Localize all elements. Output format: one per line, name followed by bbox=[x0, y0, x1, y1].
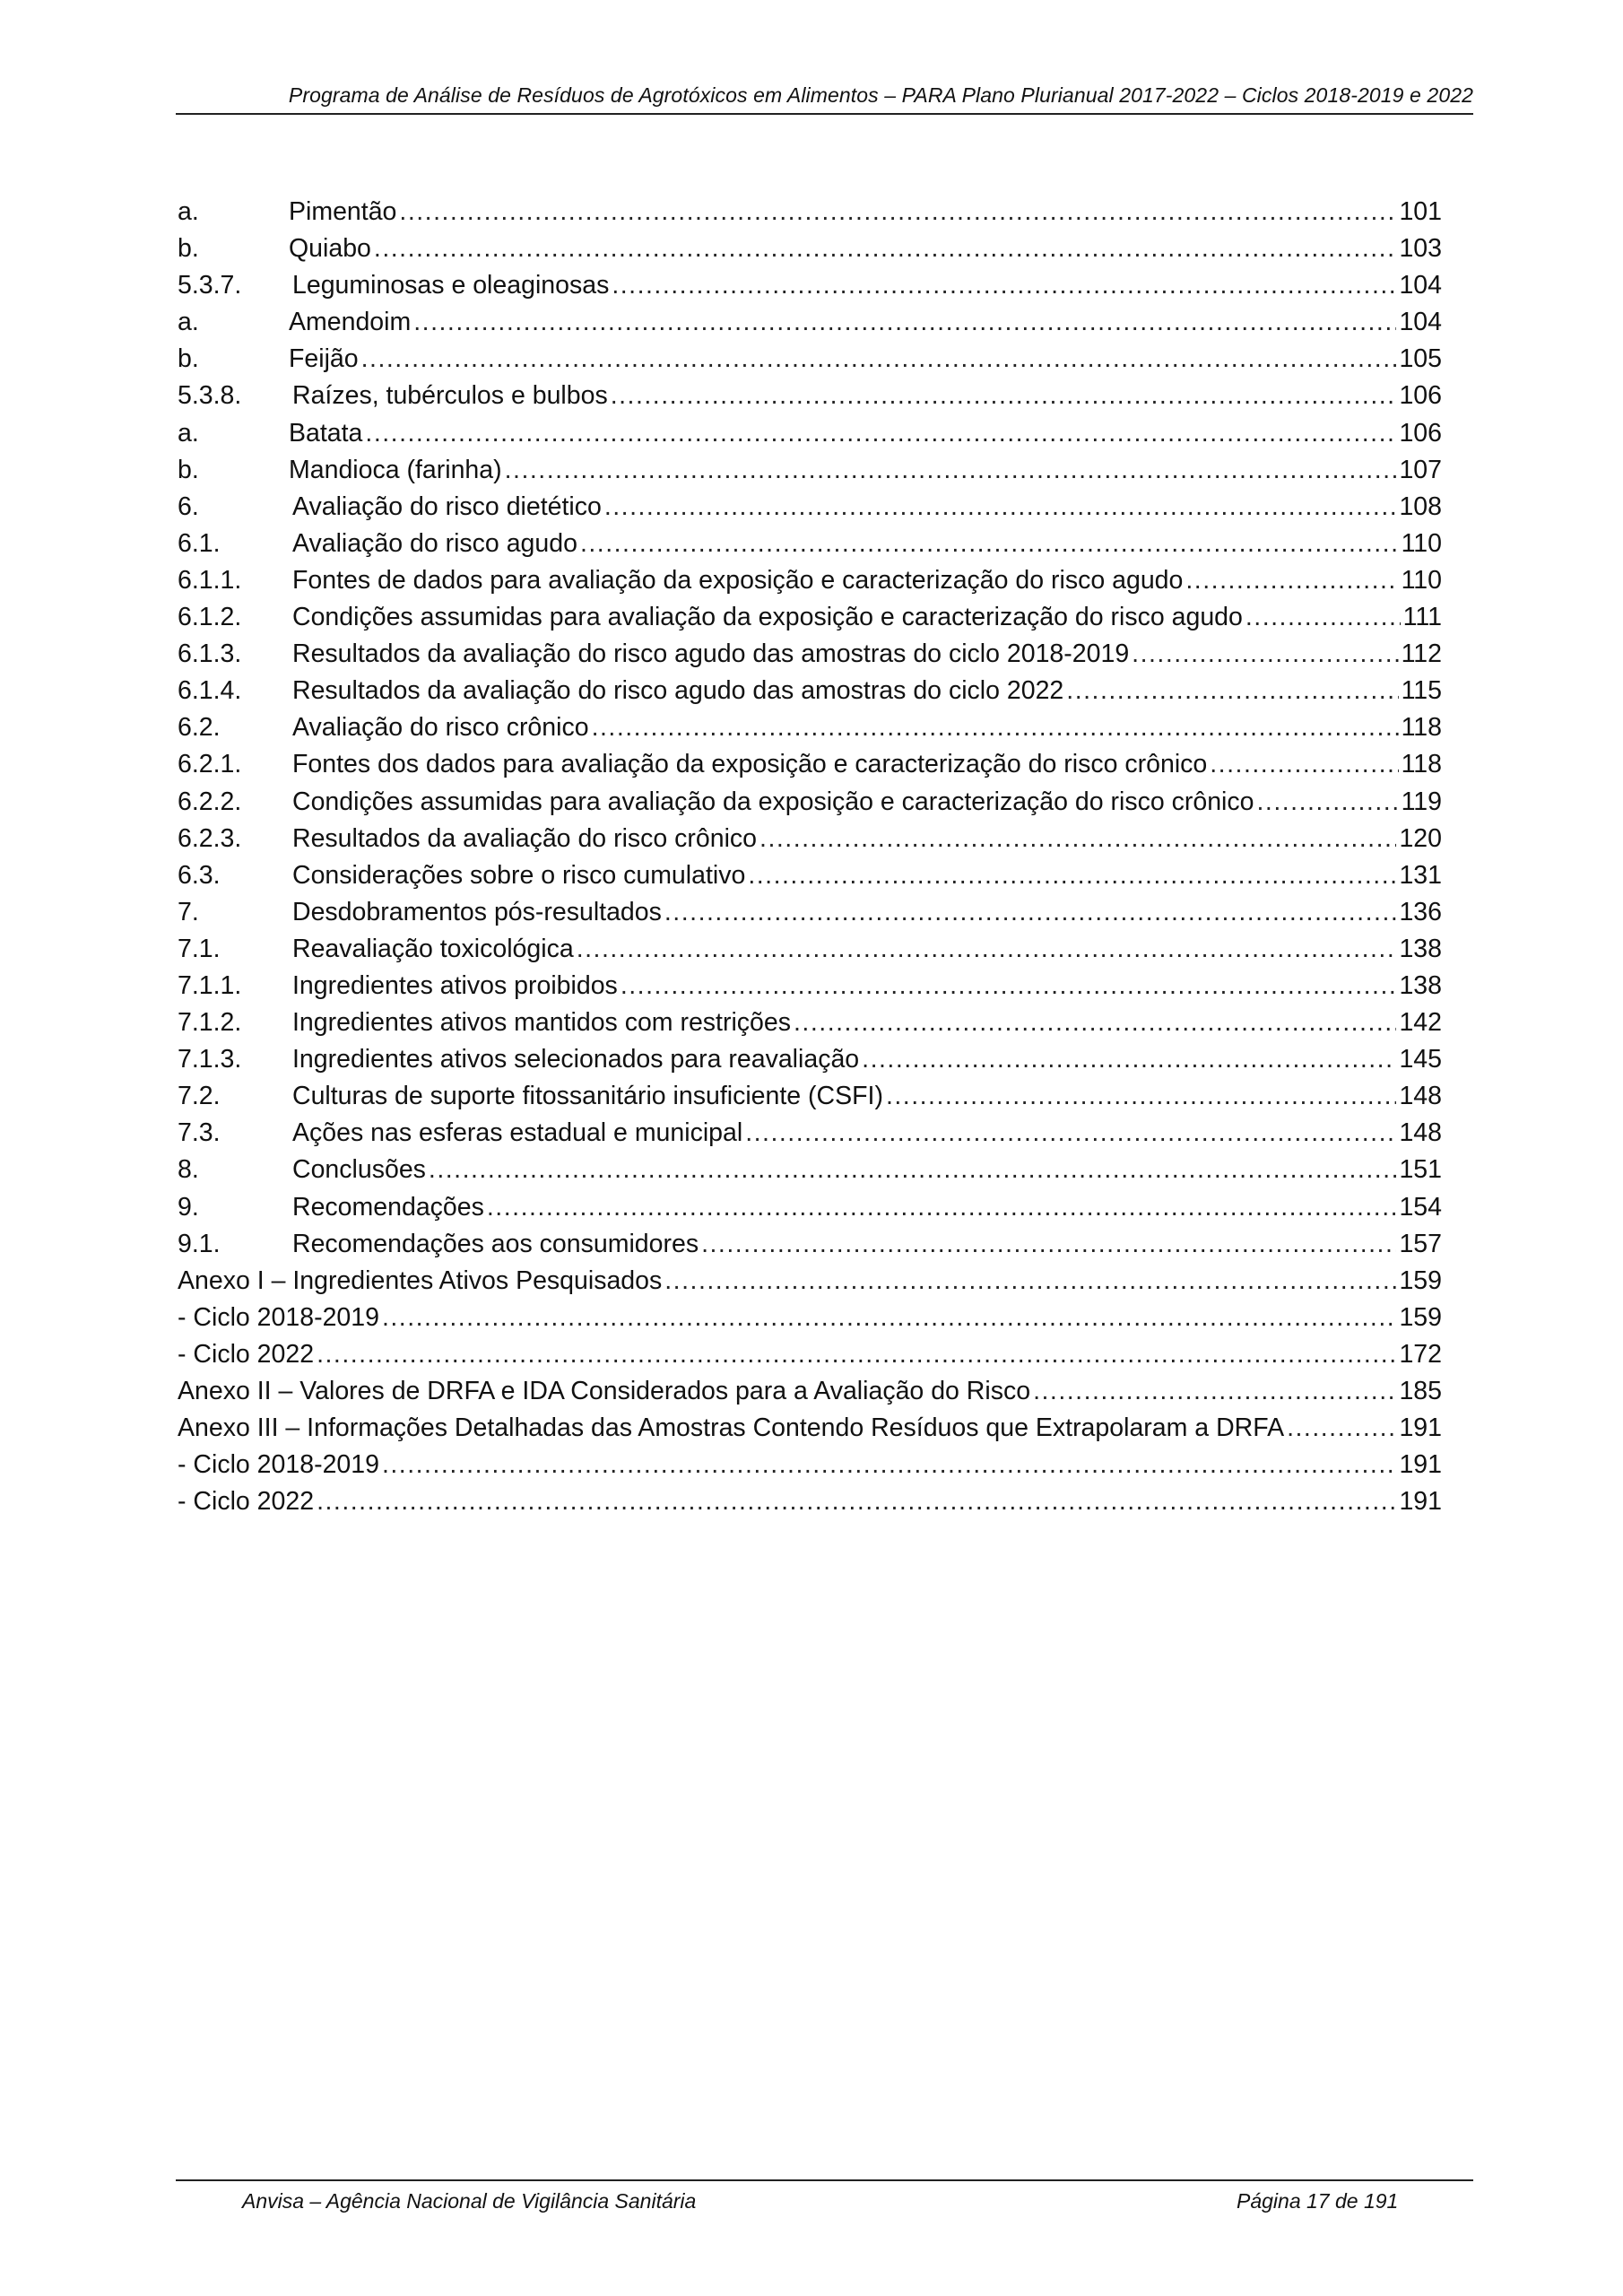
toc-entry[interactable] bbox=[178, 452, 1442, 489]
toc-entry-title: Avaliação do risco crônico bbox=[292, 713, 589, 743]
toc-entry-page: 111 bbox=[1402, 603, 1442, 632]
toc-entry-title: Ingredientes ativos selecionados para reavaliação bbox=[292, 1045, 860, 1074]
toc-dot-leader bbox=[487, 1189, 1397, 1226]
toc-entry-number: 7.1. bbox=[178, 934, 221, 963]
toc-entry-page: 101 bbox=[1399, 197, 1442, 226]
toc-entry-title: Desdobramentos pós-resultados bbox=[292, 897, 662, 926]
toc-entry-title: - Ciclo 2022 bbox=[178, 1487, 315, 1517]
toc-entry-page: 131 bbox=[1399, 860, 1442, 890]
toc-entry[interactable] bbox=[178, 1336, 1442, 1373]
toc-entry[interactable] bbox=[178, 709, 1442, 746]
toc-entry-page: 119 bbox=[1401, 787, 1442, 816]
toc-entry-number: 6.2.1. bbox=[178, 750, 242, 779]
toc-entry-title: Ingredientes ativos mantidos com restrições bbox=[292, 1008, 792, 1038]
toc-dot-leader bbox=[1257, 784, 1399, 821]
toc-entry-title: Condições assumidas para avaliação da exposição e caracterização do risco crônico bbox=[292, 787, 1254, 816]
toc-entry-title: Amendoim bbox=[289, 308, 412, 337]
toc-dot-leader bbox=[580, 526, 1399, 562]
toc-entry[interactable] bbox=[178, 746, 1442, 783]
toc-entry-title: Leguminosas e oleaginosas bbox=[292, 271, 610, 300]
toc-dot-leader bbox=[621, 968, 1397, 1004]
toc-entry[interactable] bbox=[178, 267, 1442, 304]
toc-entry-title: Conclusões bbox=[292, 1155, 426, 1185]
toc-entry[interactable] bbox=[178, 562, 1442, 599]
toc-entry-page: 142 bbox=[1399, 1008, 1442, 1038]
toc-entry-number: 6. bbox=[178, 491, 199, 521]
toc-dot-leader bbox=[1033, 1373, 1396, 1410]
toc-dot-leader bbox=[886, 1078, 1396, 1115]
toc-entry-number: a. bbox=[178, 197, 199, 226]
toc-entry-number: b. bbox=[178, 344, 199, 374]
toc-entry-number: a. bbox=[178, 418, 199, 448]
toc-dot-leader bbox=[748, 857, 1396, 894]
toc-dot-leader bbox=[317, 1483, 1396, 1520]
toc-entry-number: 9. bbox=[178, 1192, 199, 1222]
toc-entry-number: 6.1.1. bbox=[178, 565, 242, 595]
toc-entry[interactable] bbox=[178, 784, 1442, 821]
toc-entry-page: 120 bbox=[1399, 823, 1442, 853]
toc-dot-leader bbox=[611, 378, 1397, 414]
toc-dot-leader bbox=[664, 894, 1397, 931]
toc-entry-title: Fontes dos dados para avaliação da exposição e caracterização do risco crônico bbox=[292, 750, 1208, 779]
toc-entry-title: Anexo III – Informações Detalhadas das Amostras Contendo Resíduos que Extrapolaram a DRFA bbox=[178, 1413, 1285, 1443]
toc-entry-page: 159 bbox=[1399, 1265, 1442, 1295]
toc-entry-number: b. bbox=[178, 234, 199, 264]
toc-entry-page: 110 bbox=[1401, 565, 1442, 595]
toc-entry[interactable] bbox=[178, 194, 1442, 230]
toc-entry[interactable] bbox=[178, 673, 1442, 709]
toc-dot-leader bbox=[862, 1041, 1396, 1078]
toc-entry-title: Ingredientes ativos proibidos bbox=[292, 970, 618, 1000]
toc-entry-page: 154 bbox=[1399, 1192, 1442, 1222]
toc-entry-page: 103 bbox=[1399, 234, 1442, 264]
toc-entry-page: 105 bbox=[1399, 344, 1442, 374]
toc-entry-number: 6.3. bbox=[178, 860, 221, 890]
toc-entry-page: 185 bbox=[1399, 1377, 1442, 1405]
toc-entry-number: 5.3.8. bbox=[178, 381, 242, 411]
toc-entry-number: 6.1.2. bbox=[178, 603, 242, 632]
toc-dot-leader bbox=[701, 1226, 1396, 1263]
toc-entry[interactable] bbox=[178, 1115, 1442, 1152]
toc-entry-title: Anexo II – Valores de DRFA e IDA Considerados para a Avaliação do Risco bbox=[178, 1377, 1031, 1405]
toc-entry-page: 138 bbox=[1399, 934, 1442, 963]
toc-entry[interactable] bbox=[178, 304, 1442, 341]
toc-entry-title: Resultados da avaliação do risco crônico bbox=[292, 823, 758, 853]
toc-entry-number: 6.1.3. bbox=[178, 639, 242, 669]
toc-entry-number: 6.2.3. bbox=[178, 823, 242, 853]
toc-entry-page: 112 bbox=[1401, 639, 1442, 669]
toc-entry-number: b. bbox=[178, 455, 199, 484]
toc-entry-number: 6.1.4. bbox=[178, 676, 242, 706]
toc-entry-title: - Ciclo 2018-2019 bbox=[178, 1302, 379, 1332]
toc-dot-leader bbox=[505, 452, 1397, 489]
toc-dot-leader bbox=[794, 1004, 1396, 1041]
toc-entry[interactable] bbox=[178, 1152, 1442, 1188]
toc-dot-leader bbox=[382, 1300, 1396, 1336]
toc-dot-leader bbox=[604, 489, 1397, 526]
toc-dot-leader bbox=[361, 341, 1397, 378]
toc-entry-page: 107 bbox=[1399, 455, 1442, 484]
toc-entry-title: Fontes de dados para avaliação da exposição e caracterização do risco agudo bbox=[292, 565, 1184, 595]
toc-entry-page: 148 bbox=[1399, 1118, 1442, 1148]
toc-entry-number: 6.2. bbox=[178, 713, 221, 743]
footer-page-number: Página 17 de 191 bbox=[1237, 2189, 1399, 2213]
toc-entry[interactable] bbox=[178, 230, 1442, 267]
toc-dot-leader bbox=[365, 415, 1396, 452]
toc-entry-title: Mandioca (farinha) bbox=[289, 455, 502, 484]
page-header bbox=[176, 77, 1473, 115]
toc-entry-page: 108 bbox=[1399, 491, 1442, 521]
toc-entry[interactable] bbox=[178, 894, 1442, 931]
toc-entry[interactable] bbox=[178, 1041, 1442, 1078]
toc-dot-leader bbox=[413, 304, 1396, 341]
toc-entry-number: 7.1.1. bbox=[178, 970, 242, 1000]
toc-entry-page: 148 bbox=[1399, 1082, 1442, 1111]
toc-entry-number: 7. bbox=[178, 897, 199, 926]
toc-entry[interactable] bbox=[178, 821, 1442, 857]
toc-entry[interactable] bbox=[178, 636, 1442, 673]
toc-entry[interactable] bbox=[178, 489, 1442, 526]
toc-entry-number: 7.3. bbox=[178, 1118, 221, 1148]
toc-entry-page: 172 bbox=[1399, 1339, 1442, 1369]
toc-entry-page: 191 bbox=[1399, 1413, 1442, 1443]
toc-entry-page: 138 bbox=[1399, 970, 1442, 1000]
toc-entry-title: Raízes, tubérculos e bulbos bbox=[292, 381, 608, 411]
toc-entry[interactable] bbox=[178, 1300, 1442, 1336]
toc-dot-leader bbox=[429, 1152, 1397, 1188]
toc-dot-leader bbox=[374, 230, 1397, 267]
toc-dot-leader bbox=[745, 1115, 1396, 1152]
toc-entry[interactable] bbox=[178, 1447, 1442, 1483]
toc-entry[interactable] bbox=[178, 1373, 1442, 1410]
toc-dot-leader bbox=[1132, 636, 1398, 673]
toc-entry-page: 115 bbox=[1401, 676, 1442, 706]
toc-entry-page: 151 bbox=[1399, 1155, 1442, 1185]
toc-entry-title: Considerações sobre o risco cumulativo bbox=[292, 860, 746, 890]
toc-entry-title: Anexo I – Ingredientes Ativos Pesquisados bbox=[178, 1265, 663, 1295]
toc-entry[interactable] bbox=[178, 1483, 1442, 1520]
toc-entry-page: 110 bbox=[1401, 528, 1442, 558]
toc-entry-page: 191 bbox=[1399, 1450, 1442, 1480]
toc-entry-page: 157 bbox=[1399, 1229, 1442, 1258]
toc-entry[interactable] bbox=[178, 526, 1442, 562]
toc-entry-title: Condições assumidas para avaliação da exposição e caracterização do risco agudo bbox=[292, 603, 1243, 632]
toc-dot-leader bbox=[759, 821, 1396, 857]
toc-entry[interactable] bbox=[178, 931, 1442, 968]
toc-dot-leader bbox=[592, 709, 1399, 746]
toc-entry-page: 104 bbox=[1399, 308, 1442, 337]
toc-entry-title: Quiabo bbox=[289, 234, 371, 264]
toc-entry-number: 6.2.2. bbox=[178, 787, 242, 816]
toc-entry-title: - Ciclo 2022 bbox=[178, 1339, 315, 1369]
toc-entry-number: 7.1.2. bbox=[178, 1008, 242, 1038]
toc-entry-page: 118 bbox=[1401, 713, 1442, 743]
header-title: Programa de Análise de Resíduos de Agrotóxicos em Alimentos – PARA Plano Plurianual 2017-2022 – Ciclos 2018-2019 e 2022 bbox=[288, 83, 1473, 107]
toc-entry-title: Avaliação do risco agudo bbox=[292, 528, 577, 558]
toc-dot-leader bbox=[1210, 746, 1398, 783]
toc-entry-number: 7.1.3. bbox=[178, 1045, 242, 1074]
toc-entry-page: 104 bbox=[1399, 271, 1442, 300]
toc-dot-leader bbox=[317, 1336, 1396, 1373]
toc-entry-number: a. bbox=[178, 308, 199, 337]
toc-dot-leader bbox=[577, 931, 1397, 968]
toc-entry[interactable] bbox=[178, 1004, 1442, 1041]
page-footer bbox=[176, 2179, 1473, 2217]
toc-entry[interactable] bbox=[178, 1410, 1442, 1447]
toc-entry-title: Pimentão bbox=[289, 197, 397, 226]
toc-entry-number: 6.1. bbox=[178, 528, 221, 558]
toc-dot-leader bbox=[1287, 1410, 1396, 1447]
toc-entry-number: 7.2. bbox=[178, 1082, 221, 1111]
toc-entry-title: Culturas de suporte fitossanitário insuficiente (CSFI) bbox=[292, 1082, 883, 1111]
toc-entry-title: Reavaliação toxicológica bbox=[292, 934, 574, 963]
toc-entry-title: Resultados da avaliação do risco agudo das amostras do ciclo 2018-2019 bbox=[292, 639, 1130, 669]
toc-entry-page: 106 bbox=[1399, 418, 1442, 448]
toc-entry[interactable] bbox=[178, 1263, 1442, 1300]
toc-entry[interactable] bbox=[178, 415, 1442, 452]
toc-entry-page: 118 bbox=[1401, 750, 1442, 779]
toc-entry-number: 8. bbox=[178, 1155, 199, 1185]
toc-entry[interactable] bbox=[178, 341, 1442, 378]
toc-entry[interactable] bbox=[178, 1189, 1442, 1226]
toc-entry-number: 5.3.7. bbox=[178, 271, 242, 300]
toc-entry-page: 136 bbox=[1399, 897, 1442, 926]
table-of-contents bbox=[178, 194, 1442, 1520]
footer-agency: Anvisa – Agência Nacional de Vigilância Sanitária bbox=[242, 2189, 697, 2213]
toc-entry[interactable] bbox=[178, 857, 1442, 894]
toc-dot-leader bbox=[612, 267, 1396, 304]
toc-entry-title: - Ciclo 2018-2019 bbox=[178, 1450, 379, 1480]
toc-dot-leader bbox=[664, 1263, 1396, 1300]
toc-entry-page: 106 bbox=[1399, 381, 1442, 411]
toc-entry-title: Resultados da avaliação do risco agudo das amostras do ciclo 2022 bbox=[292, 676, 1064, 706]
toc-dot-leader bbox=[1245, 599, 1401, 636]
toc-entry[interactable] bbox=[178, 1226, 1442, 1263]
toc-entry[interactable] bbox=[178, 968, 1442, 1004]
toc-entry-title: Avaliação do risco dietético bbox=[292, 491, 602, 521]
toc-entry-page: 191 bbox=[1399, 1487, 1442, 1517]
toc-entry-page: 145 bbox=[1399, 1045, 1442, 1074]
toc-entry-title: Recomendações aos consumidores bbox=[292, 1229, 699, 1258]
toc-entry-title: Ações nas esferas estadual e municipal bbox=[292, 1118, 743, 1148]
toc-entry[interactable] bbox=[178, 378, 1442, 414]
toc-entry-title: Feijão bbox=[289, 344, 359, 374]
toc-entry-title: Batata bbox=[289, 418, 363, 448]
toc-dot-leader bbox=[382, 1447, 1396, 1483]
toc-entry-page: 159 bbox=[1399, 1302, 1442, 1332]
toc-entry[interactable] bbox=[178, 1078, 1442, 1115]
toc-entry-title: Recomendações bbox=[292, 1192, 484, 1222]
toc-dot-leader bbox=[1066, 673, 1398, 709]
toc-entry[interactable] bbox=[178, 599, 1442, 636]
toc-dot-leader bbox=[1185, 562, 1398, 599]
toc-dot-leader bbox=[399, 194, 1396, 230]
toc-entry-number: 9.1. bbox=[178, 1229, 221, 1258]
